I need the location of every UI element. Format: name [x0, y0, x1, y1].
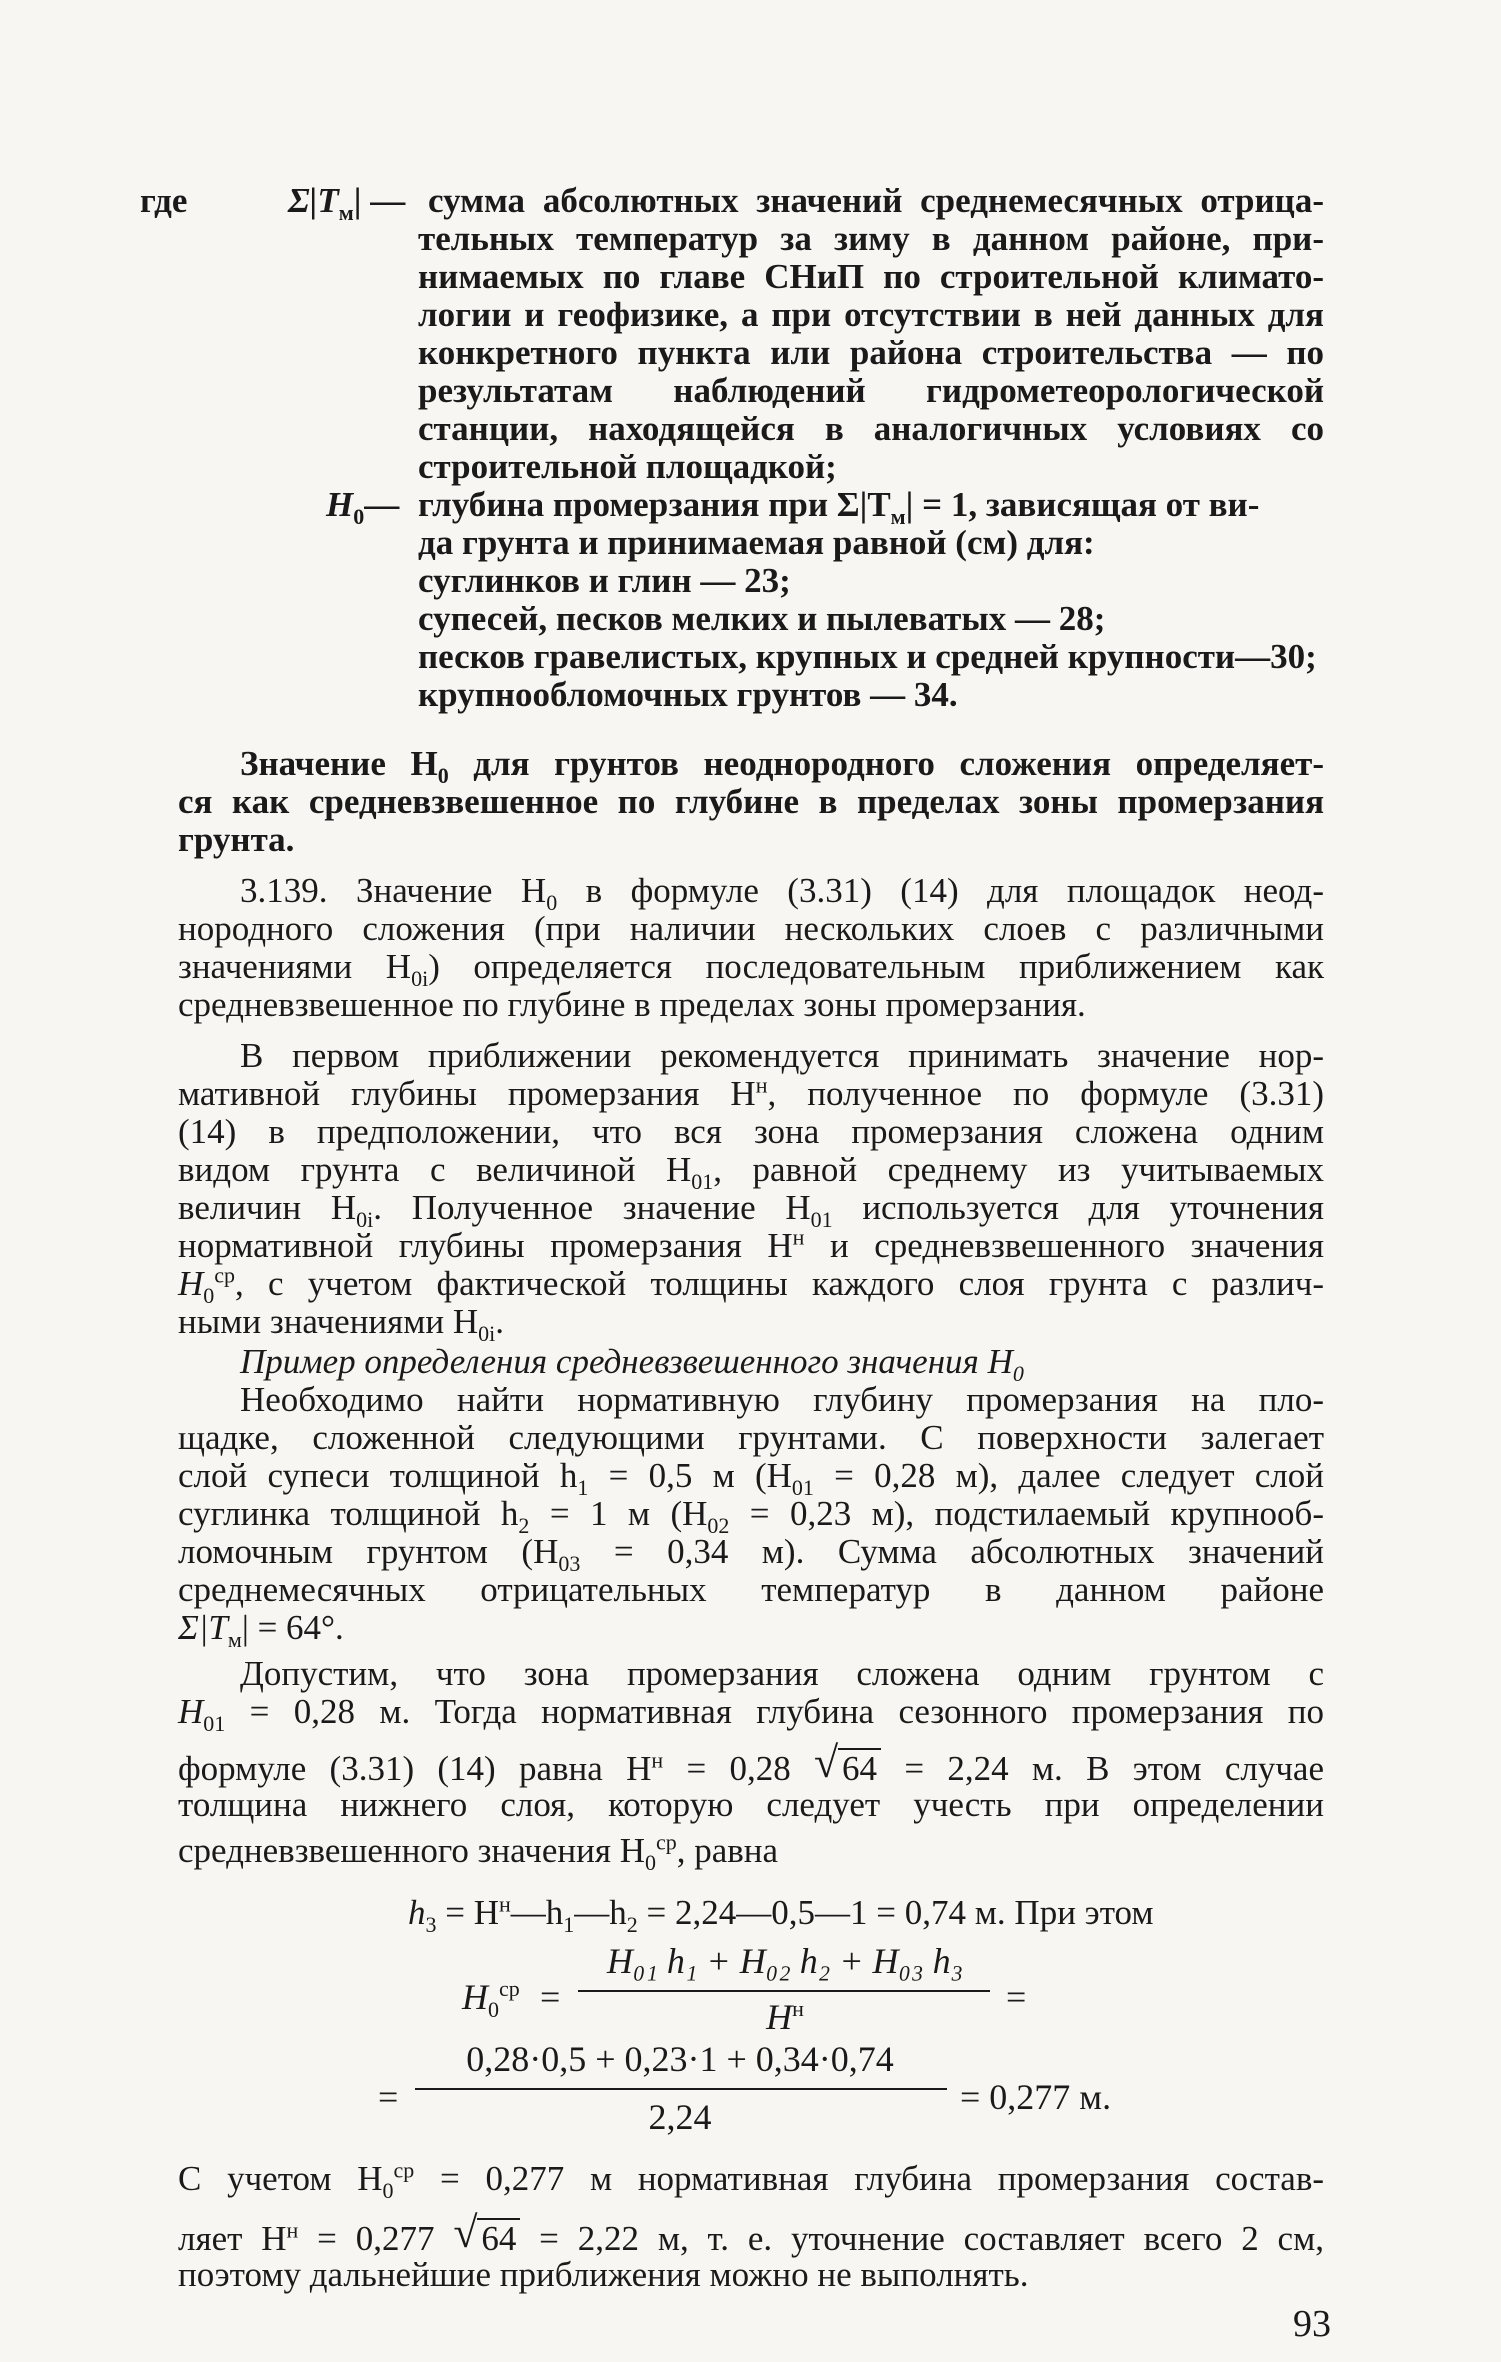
p5-b: = 0,28 м. Тогда нормативная глубина сезонного промерзания по — [225, 1692, 1324, 1731]
p5-sub1: 01 — [203, 1711, 226, 1736]
formula2-fraction-bar — [415, 2088, 947, 2090]
p3-m: . — [495, 1302, 505, 1341]
sum-symbol — [288, 181, 406, 225]
f1-den-letter: H — [766, 1997, 793, 2037]
p4-h: = 0,34 м). Сумма абсолютных значений — [580, 1532, 1324, 1571]
p3-line-5 — [178, 1188, 1324, 1232]
p1-line-1 — [240, 744, 1324, 788]
formula2-denominator: 2,24 — [648, 2097, 712, 2137]
h3-c: —h — [510, 1893, 564, 1932]
p4-c: = 0,28 м), далее следует слой — [813, 1456, 1324, 1495]
p4-line-1: Необходимо найти нормативную глубину промерзания на пло- — [240, 1380, 1324, 1419]
h3-sup: н — [499, 1891, 511, 1917]
p2-line-4: средневзвешенное по глубине в пределах зоны промерзания. — [178, 985, 1086, 1024]
sum-close: | — — [353, 181, 406, 220]
p5-sup2: ср — [655, 1829, 677, 1855]
p3-line-7 — [178, 1262, 1324, 1308]
p3-line-4 — [178, 1150, 1324, 1194]
p3-line-1: В первом приближении рекомендуется принимать значение нор- — [240, 1036, 1324, 1075]
p4-j: | = 64°. — [241, 1608, 344, 1647]
formula1-fraction-bar — [578, 1990, 990, 1992]
h3-a: h — [408, 1893, 426, 1932]
sum-line-3: нимаемых по главе СНиП по строительной климато- — [418, 257, 1324, 296]
h0-line-1-sub: м — [890, 504, 906, 529]
p4-sub4: 02 — [707, 1513, 730, 1538]
formula2-eq-left: = — [378, 2077, 399, 2117]
p6-line-1 — [178, 2157, 1325, 2203]
p3-e: величин H — [178, 1188, 357, 1227]
p6-line-2 — [178, 2218, 1324, 2258]
p4-e: = 1 м (H — [529, 1494, 708, 1533]
formula1-eq-right: = — [1006, 1977, 1027, 2017]
h0-dash: — — [364, 485, 400, 524]
h3-sub3: 2 — [626, 1912, 638, 1937]
h0-line-6: крупнообломочных грунтов — 34. — [418, 675, 958, 714]
h0-line-4: супесей, песков мелких и пылеватых — 28; — [418, 599, 1106, 638]
p2-sub2: 0i — [411, 966, 429, 991]
p4-sub6: м — [227, 1627, 242, 1652]
p6-a: С учетом H — [178, 2159, 383, 2198]
formula1-lhs — [462, 1976, 520, 2023]
p2-line-3 — [178, 947, 1324, 991]
sum-line-6: результатам наблюдений гидрометеорологической — [418, 371, 1324, 410]
sum-sub: м — [338, 200, 354, 225]
p5-line-2 — [178, 1692, 1324, 1736]
formula2-result: = 0,277 м. — [960, 2077, 1112, 2117]
p3-line-6 — [178, 1224, 1324, 1265]
p4-line-6: среднемесячных отрицательных температур в данном районе — [178, 1570, 1324, 1609]
p5-line-5 — [178, 1829, 779, 1875]
p1-sub: 0 — [437, 763, 449, 788]
h3-e: = 2,24—0,5—1 = 0,74 м. При этом — [637, 1893, 1154, 1932]
h0-line-3: суглинков и глин — 23; — [418, 561, 791, 600]
p4-line-4 — [178, 1494, 1324, 1538]
h3-line — [408, 1891, 1154, 1937]
p3-sub5: 0i — [478, 1321, 496, 1346]
f1-den-sup: н — [792, 1996, 804, 2021]
sum-line-4: логии и геофизике, а при отсутствии в ней данных для — [418, 295, 1324, 334]
formula1-denominator — [575, 1996, 995, 2038]
formula1-numerator: H₀₁ h₁ + H₀₂ h₂ + H₀₃ h₃ — [606, 1941, 964, 1981]
p4-a: слой супеси толщиной h — [178, 1456, 578, 1495]
p2-d: ) определяется последовательным приближением как — [428, 947, 1324, 986]
p3-j: H — [178, 1264, 204, 1303]
p4-g: ломочным грунтом (H — [178, 1532, 559, 1571]
h3-d: —h — [574, 1893, 627, 1932]
h0-line-1a: глубина промерзания при Σ|T — [418, 485, 891, 524]
p2-line-1 — [240, 871, 1324, 915]
sum-line-2: тельных температур за зиму в данном районе, при- — [418, 219, 1324, 258]
p6-d: = 0,277 — [298, 2219, 454, 2258]
p4-sub1: 1 — [577, 1475, 589, 1500]
p4-line-2: щадке, сложенной следующими грунтами. С поверхности залегает — [178, 1418, 1324, 1457]
p6-e: = 2,22 м, т. е. уточнение составляет всего 2 см, — [520, 2219, 1324, 2258]
p3-line-2 — [178, 1072, 1324, 1113]
p4-sub5: 03 — [558, 1551, 581, 1576]
p5-line-3 — [178, 1748, 1324, 1788]
example-title-sub: 0 — [1012, 1361, 1024, 1386]
sum-line-1: сумма абсолютных значений среднемесячных отрица- — [428, 181, 1324, 220]
p4-d: суглинка толщиной h — [178, 1494, 519, 1533]
h0-line-5: песков гравелистых, крупных и средней крупности—30; — [418, 637, 1317, 676]
p3-sup2: н — [792, 1224, 805, 1250]
p2-sub: 0 — [546, 890, 558, 915]
h0-sub: 0 — [353, 504, 365, 529]
p6-sup1: ср — [393, 2157, 415, 2183]
p4-b: = 0,5 м (H — [588, 1456, 792, 1495]
p3-h: нормативной глубины промерзания H — [178, 1226, 793, 1265]
h0-line-1b: | = 1, зависящая от ви- — [905, 485, 1260, 524]
p4-line-5 — [178, 1532, 1324, 1576]
p4-f: = 0,23 м), подстилаемый крупнооб- — [729, 1494, 1324, 1533]
p5-a: H — [178, 1692, 204, 1731]
p5-line-1: Допустим, что зона промерзания сложена одним грунтом с — [240, 1654, 1324, 1693]
h0-letter: H — [326, 485, 354, 524]
p1-a: Значение H — [240, 744, 438, 783]
p2-b: в формуле (3.31) (14) для площадок неод- — [557, 871, 1324, 910]
p6-c: ляет H — [178, 2219, 287, 2258]
p4-i: Σ|T — [178, 1608, 228, 1647]
p3-sub2: 0i — [356, 1207, 374, 1232]
p1-line-2: ся как средневзвешенное по глубине в пределах зоны промерзания — [178, 782, 1324, 821]
p1-line-3: грунта. — [178, 820, 295, 859]
p1-b: для грунтов неоднородного сложения определяет- — [448, 744, 1324, 783]
where-label: где — [140, 181, 188, 220]
example-title — [240, 1342, 1024, 1386]
page-number: 93 — [1293, 2303, 1331, 2345]
p5-g: , равна — [676, 1831, 779, 1870]
p3-sup3: ср — [214, 1262, 236, 1288]
p5-d: = 0,28 — [663, 1749, 815, 1788]
p6-b: = 0,277 м нормативная глубина промерзания состав- — [414, 2159, 1325, 2198]
p4-line-7 — [178, 1608, 344, 1652]
p5-f: средневзвешенного значения H — [178, 1831, 645, 1870]
p2-line-2: нородного сложения (при наличии нескольких слоев с различными — [178, 909, 1324, 948]
p5-e: = 2,24 м. В этом случае — [881, 1749, 1324, 1788]
p6-sup2: н — [286, 2217, 299, 2243]
p5-sup1: н — [651, 1747, 664, 1773]
sum-line-5: конкретного пункта или района строительства — по — [418, 333, 1324, 372]
p2-c: значениями H — [178, 947, 412, 986]
p3-line-3: (14) в предположении, что вся зона промерзания сложена одним — [178, 1112, 1324, 1151]
formula2-numerator: 0,28·0,5 + 0,23·1 + 0,34·0,74 — [466, 2039, 894, 2079]
p3-sub1: 01 — [691, 1169, 714, 1194]
h0-line-1 — [418, 485, 1324, 529]
p3-sub3: 01 — [810, 1207, 833, 1232]
sqrt-64-a: √ 64 — [838, 1748, 881, 1788]
p3-c: видом грунта с величиной H — [178, 1150, 692, 1189]
h3-b: = H — [436, 1893, 500, 1932]
p3-l: ными значениями H — [178, 1302, 479, 1341]
p3-f: . Полученное значение H — [373, 1188, 811, 1227]
f1-lhs-sup: ср — [499, 1976, 520, 2001]
p4-line-3 — [178, 1456, 1324, 1500]
sum-line-7: станции, находящейся в аналогичных условиях со — [418, 409, 1324, 448]
p4-sub2: 01 — [791, 1475, 814, 1500]
p5-line-4: толщина нижнего слоя, которую следует учесть при определении — [178, 1785, 1324, 1824]
example-title-text: Пример определения средневзвешенного значения H — [240, 1342, 1013, 1381]
f1-lhs-letter: H — [462, 1977, 488, 2017]
p3-line-8 — [178, 1302, 505, 1346]
p3-a: мативной глубины промерзания H — [178, 1074, 756, 1113]
p3-g: используется для уточнения — [832, 1188, 1324, 1227]
p3-i: и средневзвешенного значения — [804, 1226, 1324, 1265]
p2-a: 3.139. Значение H — [240, 871, 547, 910]
h0-symbol — [326, 485, 400, 529]
h3-sub1: 3 — [425, 1912, 437, 1937]
sum-line-8: строительной площадкой; — [418, 447, 837, 486]
sum-symbol-text: Σ|T — [288, 181, 339, 220]
p3-d: , равной среднему из учитываемых — [713, 1150, 1324, 1189]
h3-sub2: 1 — [563, 1912, 575, 1937]
h0-line-2: да грунта и принимаемая равной (см) для: — [418, 523, 1095, 562]
f1-lhs-sub: 0 — [488, 1997, 499, 2023]
p6-sub1: 0 — [382, 2178, 394, 2203]
p3-sub4: 0 — [203, 1283, 215, 1308]
p4-sub3: 2 — [518, 1513, 530, 1538]
p3-b: , полученное по формуле (3.31) — [767, 1074, 1324, 1113]
formula1-eq-left: = — [540, 1977, 561, 2017]
sqrt-64-b: √ 64 — [477, 2218, 520, 2258]
p5-c: формуле (3.31) (14) равна H — [178, 1749, 652, 1788]
p3-k: , с учетом фактической толщины каждого слоя грунта с различ- — [235, 1264, 1324, 1303]
p6-line-3: поэтому дальнейшие приближения можно не выполнять. — [178, 2255, 1029, 2294]
p5-sub2: 0 — [644, 1850, 656, 1875]
p3-sup: н — [755, 1072, 768, 1098]
